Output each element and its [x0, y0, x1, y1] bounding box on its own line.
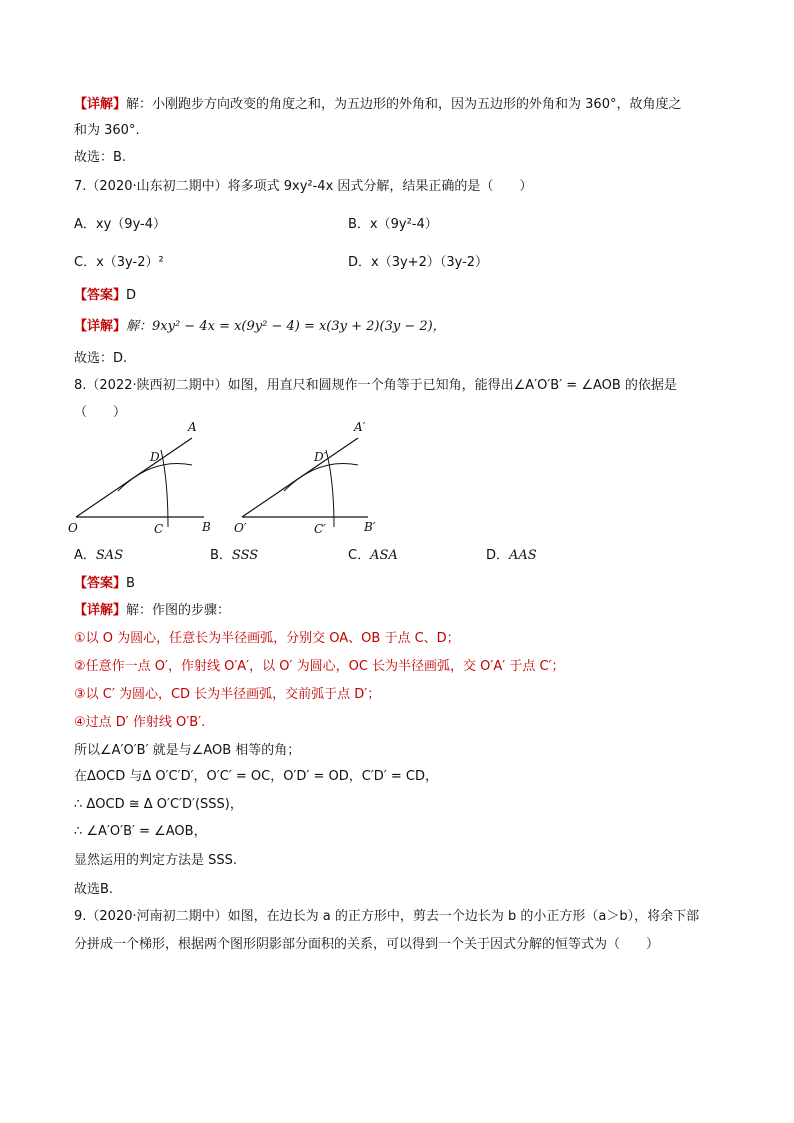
answer-tag: 【答案】	[74, 576, 127, 591]
q8-step-2: ②任意作一点 O′，作射线 O′A′，以 O′ 为圆心，OC 长为半径画弧，交 O′A′ 于点 C′；	[74, 659, 565, 674]
q6-detail-text1: 解：小刚跑步方向改变的角度之和，为五边形的外角和，因为五边形的外角和为 360°，故角度之	[126, 97, 682, 112]
q8-answer	[74, 574, 734, 594]
answer-tag: 【答案】	[74, 288, 127, 303]
label-d-prime: D′	[314, 450, 327, 464]
q8-step-3: ③以 C′ 为圆心，CD 长为半径画弧，交前弧于点 D′；	[74, 687, 381, 702]
left-angle-figure	[68, 420, 211, 536]
q8-reason-3: ∴ ΔOCD ≅ Δ O′C′D′(SSS)，	[74, 797, 243, 812]
detail-tag: 【详解】	[74, 603, 127, 618]
q7-stem: 7.（2020·山东初二期中）将多项式 9xy²-4x 因式分解，结果正确的是（ ）	[74, 179, 533, 194]
label-b-prime: B′	[364, 520, 376, 534]
detail-tag: 【详解】	[74, 319, 127, 334]
q6-detail-line2: 和为 360°.	[74, 123, 140, 138]
q9-stem-line2: 分拼成一个梯形，根据两个图形阴影部分面积的关系，可以得到一个关于因式分解的恒等式为（ ）	[74, 937, 660, 952]
label-o: O	[68, 521, 78, 535]
q8-reason-2: 在ΔOCD 与Δ O′C′D′，O′C′ = OC，O′D′ = OD，C′D′ = CD，	[74, 769, 439, 784]
q8-option-d: D．AAS	[486, 548, 537, 563]
label-c-prime: C′	[314, 522, 326, 536]
angle-construction-figure	[64, 395, 404, 540]
q8-reason-1: 所以∠A′O′B′ 就是与∠AOB 相等的角；	[74, 743, 301, 758]
q7-option-b: B．x（9y²-4）	[348, 217, 438, 232]
q8-answer-value: B	[126, 576, 135, 591]
label-c: C	[154, 522, 164, 536]
label-d: D	[150, 450, 160, 464]
q8-stem-line2: （ ）	[74, 405, 127, 420]
right-angle-figure	[234, 420, 376, 536]
arc-c-prime-d-prime	[326, 450, 334, 527]
label-b: B	[202, 520, 211, 534]
q8-reason-4: ∴ ∠A′O′B′ = ∠AOB，	[74, 824, 207, 839]
q8-option-c: C．ASA	[348, 548, 398, 563]
q8-detail	[74, 601, 734, 621]
q6-choose: 故选：B.	[74, 150, 127, 165]
q8-reason-5: 显然运用的判定方法是 SSS.	[74, 853, 238, 868]
q7-answer-value: D	[126, 288, 137, 303]
detail-tag: 【详解】	[74, 97, 127, 112]
label-a: A	[188, 420, 197, 434]
q6-detail-line1	[74, 95, 734, 115]
q8-step-1: ①以 O 为圆心，任意长为半径画弧，分别交 OA、OB 于点 C、D；	[74, 631, 460, 646]
q8-detail-intro: 解：作图的步骤：	[126, 603, 231, 618]
q7-option-d: D．x（3y+2）（3y-2）	[348, 255, 489, 270]
q7-answer	[74, 286, 734, 306]
arc-d-prime	[284, 463, 358, 491]
q8-option-a: A．SAS	[74, 548, 124, 563]
q7-option-c: C．x（3y-2）²	[74, 255, 164, 270]
q7-detail-formula: 解：9xy² − 4x = x(9y² − 4) = x(3y + 2)(3y − 2)，	[126, 319, 446, 334]
q7-option-a: A．xy（9y-4）	[74, 217, 166, 232]
q8-step-4: ④过点 D′ 作射线 O′B′.	[74, 715, 206, 730]
q8-reason-6: 故选B.	[74, 882, 114, 897]
q7-choose: 故选：D.	[74, 351, 128, 366]
q8-option-b: B．SSS	[210, 548, 259, 563]
q9-stem-line1: 9.（2020·河南初二期中）如图，在边长为 a 的正方形中，剪去一个边长为 b 的小正方形（a＞b），将余下部	[74, 909, 700, 924]
q8-stem-line1: 8.（2022·陕西初二期中）如图，用直尺和圆规作一个角等于已知角，能得出∠A′O′B′ = ∠AOB 的依据是	[74, 378, 677, 393]
label-o-prime: O′	[234, 521, 247, 535]
q7-detail	[74, 317, 734, 337]
label-a-prime: A′	[354, 420, 366, 434]
arc-d	[118, 463, 192, 491]
arc-cd	[161, 450, 168, 527]
